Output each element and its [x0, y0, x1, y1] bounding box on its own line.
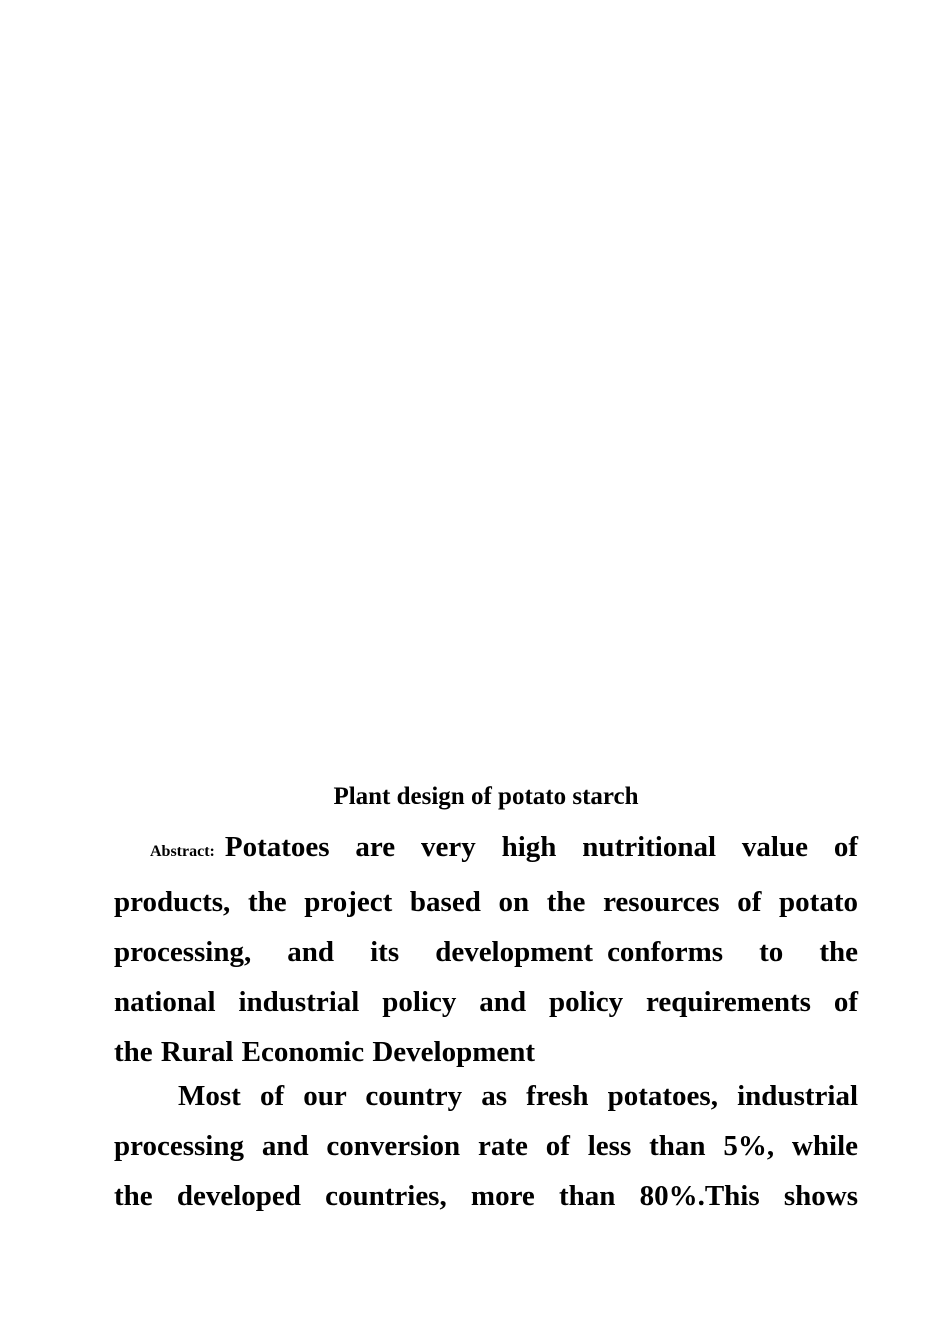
abstract-line-5: the Rural Economic Development — [114, 1036, 536, 1068]
body-line-1 — [114, 1071, 858, 1121]
abstract-paragraph — [114, 822, 858, 1077]
abstract-line-3 — [114, 927, 858, 977]
abstract-text-line-3b: conforms to the — [607, 936, 858, 968]
abstract-line-1 — [114, 822, 858, 877]
document-title: Plant design of potato starch — [333, 783, 639, 810]
abstract-text-line-3a: processing, and its development — [114, 936, 594, 968]
abstract-line-4: national industrial policy and policy requirements of — [114, 986, 858, 1018]
abstract-label: Abstract: — [150, 843, 215, 860]
body-line-3: the developed countries, more than 80%.This shows — [114, 1180, 858, 1212]
body-text-line-1: Most of our country as fresh potatoes, industrial — [178, 1080, 858, 1112]
body-paragraph — [114, 1071, 858, 1221]
abstract-line-2: products, the project based on the resources of potato — [114, 886, 858, 918]
abstract-text-line-1: Potatoes are very high nutritional value of — [224, 831, 858, 863]
body-line-2: processing and conversion rate of less than 5%, while — [114, 1130, 858, 1162]
